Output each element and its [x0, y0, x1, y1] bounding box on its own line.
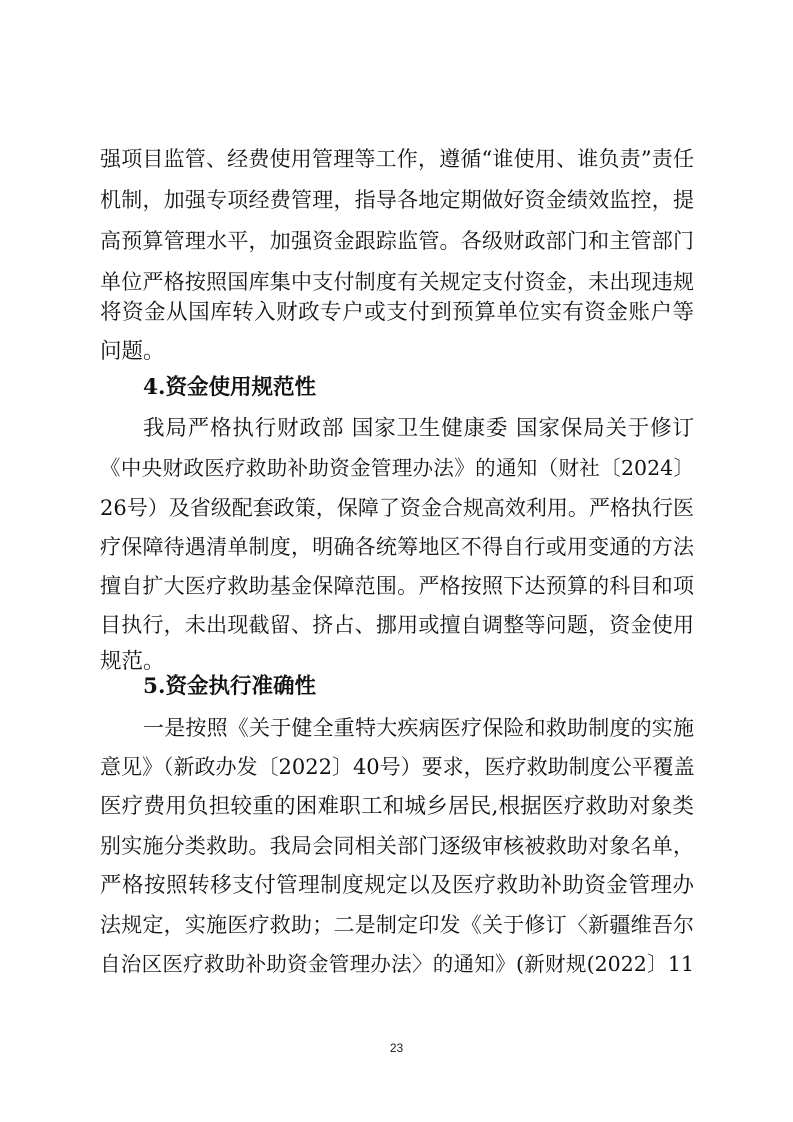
- body-text-line: 规范。: [100, 649, 165, 674]
- body-text-line: 机制，加强专项经费管理，指导各地定期做好资金绩效监控，提: [100, 188, 694, 212]
- section-heading: 5.资金执行准确性: [143, 674, 316, 699]
- body-text-line: 问题。: [100, 339, 165, 364]
- body-text-line: 高预算管理水平，加强资金跟踪监管。各级财政部门和主管部门: [100, 229, 694, 253]
- body-text-line: 单位严格按照国库集中支付制度有关规定支付资金，未出现违规: [100, 270, 694, 294]
- body-text-line: 我局严格执行财政部 国家卫生健康委 国家保局关于修订: [143, 416, 694, 441]
- body-text-line: 意见》（新政办发〔2022〕40号）要求，医疗救助制度公平覆盖: [100, 755, 695, 779]
- section-heading: 4.资金使用规范性: [143, 375, 316, 400]
- body-text-line: 26号）及省级配套政策，保障了资金合规高效利用。严格执行医: [100, 496, 694, 520]
- body-text-line: 疗保障待遇清单制度，明确各统筹地区不得自行或用变通的方法: [100, 535, 694, 559]
- body-text-line: 目执行，未出现截留、挤占、挪用或擅自调整等问题，资金使用: [100, 613, 694, 637]
- body-text-line: 《中央财政医疗救助补助资金管理办法》的通知（财社〔2024〕: [100, 456, 694, 480]
- page-number: 23: [389, 1041, 404, 1055]
- body-text-line: 一是按照《关于健全重特大疾病医疗保险和救助制度的实施: [143, 716, 694, 740]
- body-text-line: 别实施分类救助。我局会同相关部门逐级审核被救助对象名单，: [100, 834, 694, 858]
- body-text-line: 法规定，实施医疗救助；二是制定印发《关于修订〈新疆维吾尔: [100, 913, 694, 937]
- body-text-line: 将资金从国库转入财政专户或支付到预算单位实有资金账户等: [100, 300, 694, 325]
- body-text-line: 强项目监管、经费使用管理等工作，遵循“谁使用、谁负责”责任: [100, 147, 694, 171]
- body-text-line: 严格按照转移支付管理制度规定以及医疗救助补助资金管理办: [100, 873, 694, 898]
- body-text-line: 医疗费用负担较重的困难职工和城乡居民,根据医疗救助对象类: [100, 794, 694, 819]
- body-text-line: 擅自扩大医疗救助基金保障范围。严格按照下达预算的科目和项: [100, 574, 694, 598]
- body-text-line: 自治区医疗救助补助资金管理办法〉的通知》(新财规(2022〕11: [100, 952, 694, 976]
